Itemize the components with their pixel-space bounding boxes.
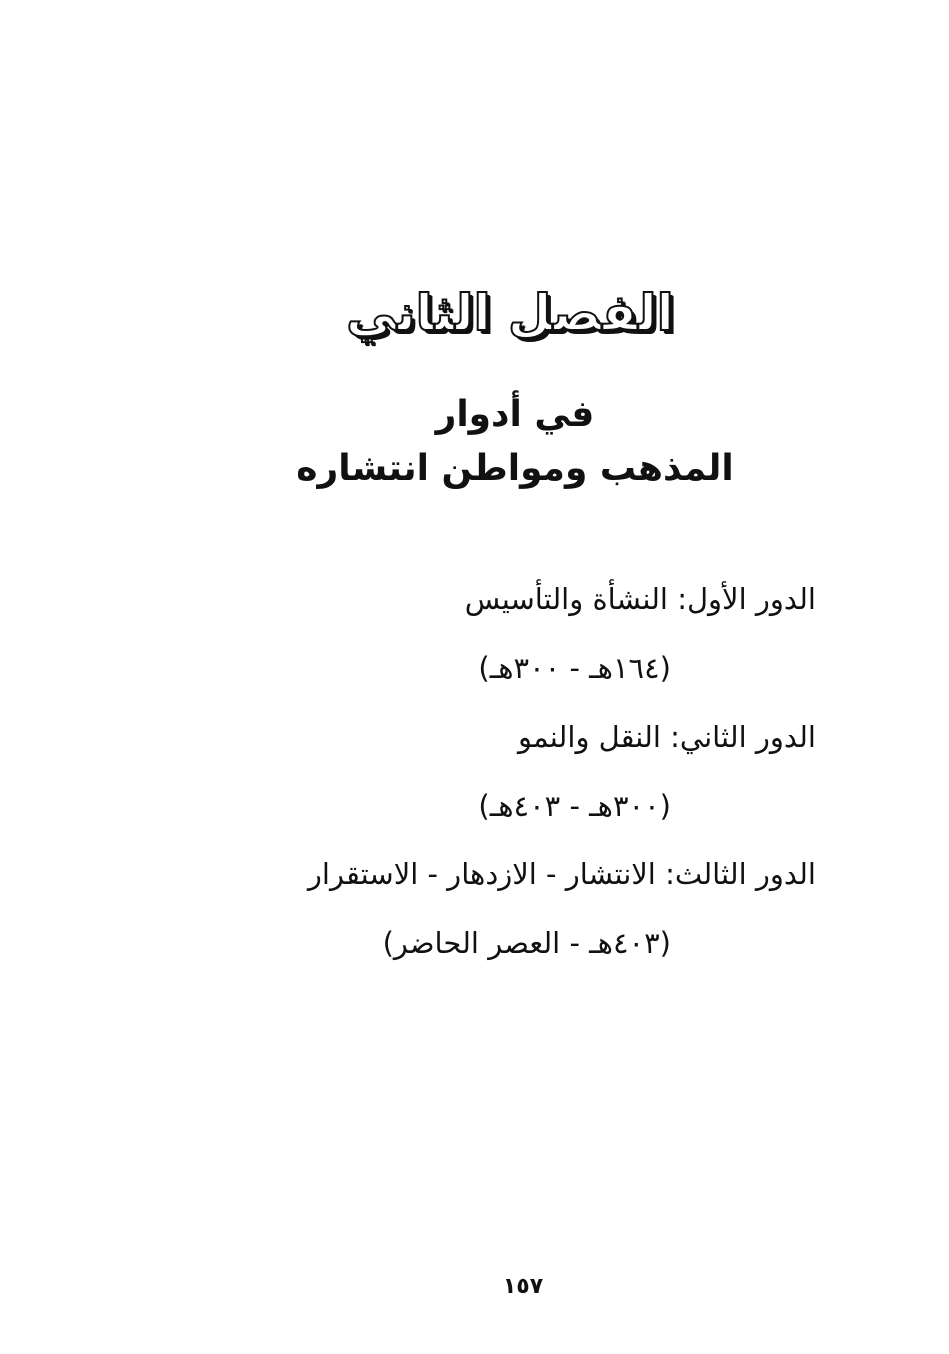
period-2-label: الدور الثاني: النقل والنمو [518,720,816,754]
chapter-title: الفصل الثاني [346,284,674,342]
period-3-range: (٤٠٣هـ - العصر الحاضر) [382,926,671,960]
chapter-subtitle-line-2: المذهب ومواطن انتشاره [296,448,734,489]
chapter-subtitle-line-1: في أدوار [435,394,595,435]
period-1-range: (١٦٤هـ - ٣٠٠هـ) [478,651,671,685]
period-1-label: الدور الأول: النشأة والتأسيس [464,582,816,616]
period-3-label: الدور الثالث: الانتشار - الازدهار - الاستقرار [307,857,816,891]
period-2-range: (٣٠٠هـ - ٤٠٣هـ) [478,789,671,823]
page-number: ١٥٧ [502,1274,544,1299]
